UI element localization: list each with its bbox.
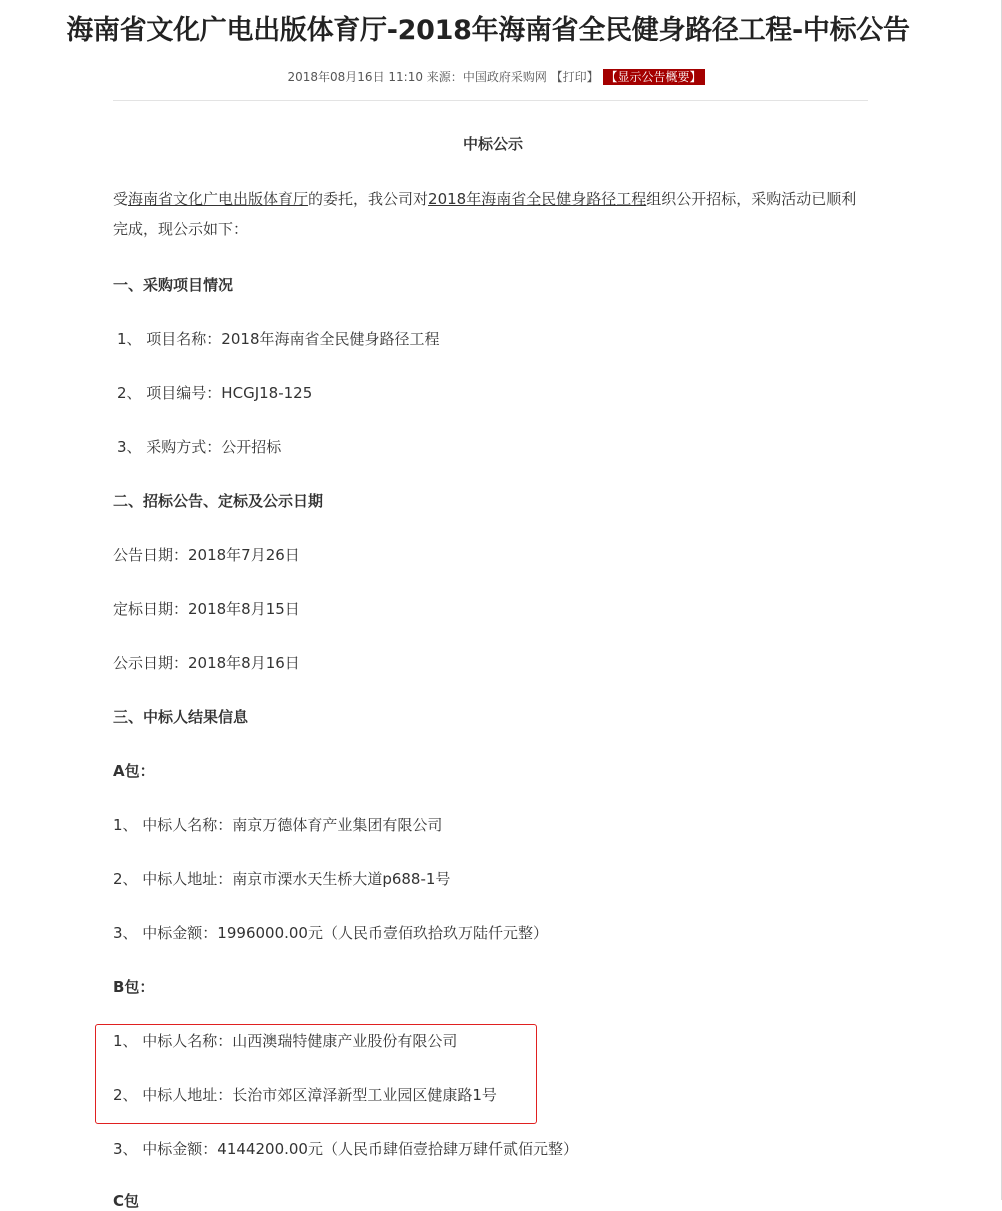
print-link[interactable]: 【打印】: [550, 70, 599, 84]
package-a-winner-address: 2、 中标人地址：南京市溧水天生桥大道p688-1号: [113, 870, 451, 888]
package-b-winner-name: 1、 中标人名称：山西澳瑞特健康产业股份有限公司: [113, 1032, 458, 1050]
project-name-item: 1、 项目名称：2018年海南省全民健身路径工程: [117, 330, 440, 348]
package-b-label: B包：: [113, 978, 155, 996]
intro-paragraph: [113, 184, 863, 244]
highlight-annotation-box: [95, 1024, 537, 1124]
intro-text: 组织公开招标，采购活动已顺利完成，现公示如下：: [113, 190, 857, 238]
article-meta: [0, 68, 992, 85]
package-b-amount: 3、 中标金额：4144200.00元（人民币肆佰壹拾肆万肆仟贰佰元整）: [113, 1140, 578, 1158]
intro-text: 受: [113, 190, 129, 208]
section-heading-results: 三、中标人结果信息: [113, 708, 249, 726]
page-title: 海南省文化广电出版体育厅-2018年海南省全民健身路径工程-中标公告: [66, 15, 910, 46]
project-name-link[interactable]: 2018年海南省全民健身路径工程: [428, 190, 647, 208]
section-subheading: 中标公示: [462, 135, 523, 153]
project-number-item: 2、 项目编号：HCGJ18-125: [117, 384, 313, 402]
procurement-method-item: 3、 采购方式：公开招标: [117, 438, 282, 456]
show-summary-button[interactable]: 【显示公告概要】: [603, 69, 705, 85]
source-label: 来源：: [426, 70, 463, 84]
client-org-link[interactable]: 海南省文化广电出版体育厅: [128, 190, 309, 208]
section-heading-dates: 二、招标公告、定标及公示日期: [113, 492, 324, 510]
package-a-amount: 3、 中标金额：1996000.00元（人民币壹佰玖拾玖万陆仟元整）: [113, 924, 548, 942]
package-a-label: A包：: [113, 762, 155, 780]
publicity-date-item: 公示日期：2018年8月16日: [113, 654, 300, 672]
package-a-winner-name: 1、 中标人名称：南京万德体育产业集团有限公司: [113, 816, 443, 834]
package-b-winner-address: 2、 中标人地址：长治市郊区漳泽新型工业园区健康路1号: [113, 1086, 497, 1104]
section-heading-procurement: 一、采购项目情况: [113, 276, 234, 294]
package-c-label: C包: [113, 1192, 140, 1210]
header-divider: [113, 100, 868, 101]
publish-date: 2018年08月16日 11:10: [287, 70, 423, 84]
intro-text: 的委托，我公司对: [308, 190, 429, 208]
award-date-item: 定标日期：2018年8月15日: [113, 600, 300, 618]
source-name: 中国政府采购网: [462, 70, 547, 84]
announcement-date-item: 公告日期：2018年7月26日: [113, 546, 300, 564]
